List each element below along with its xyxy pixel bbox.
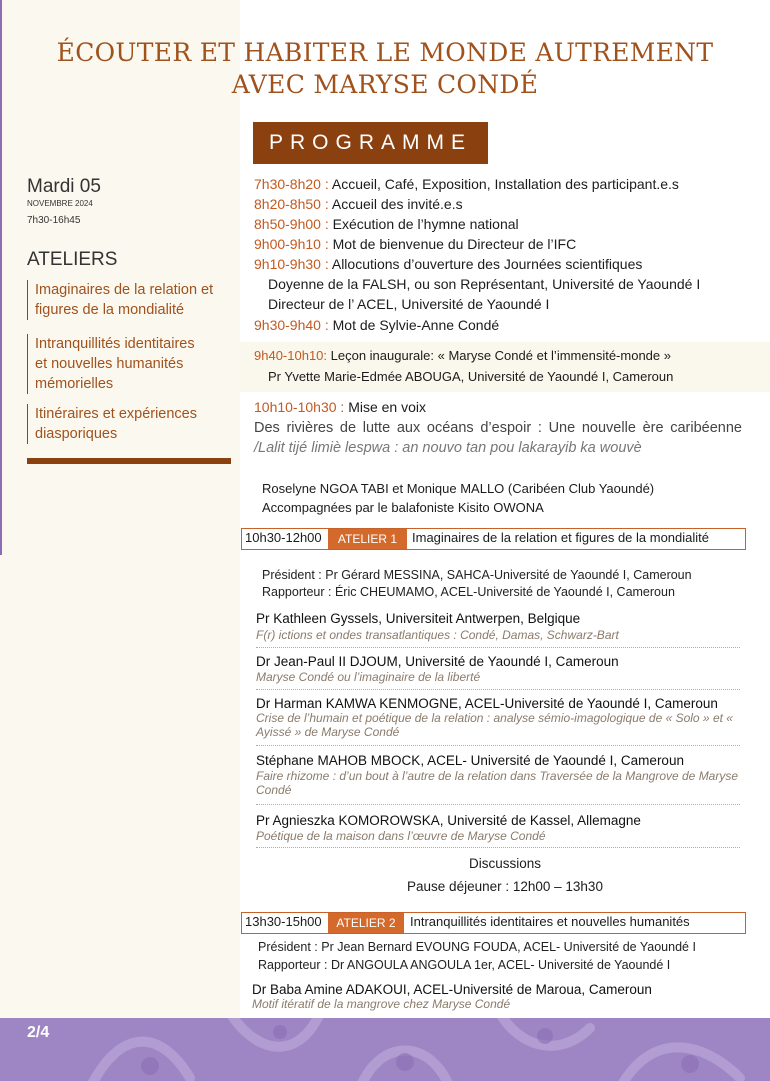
opening-line: Doyenne de la FALSH, ou son Représentant, Université de Yaoundé I: [268, 276, 701, 292]
talk-title: Maryse Condé ou l’imaginaire de la liberté: [256, 670, 481, 684]
event-month: NOVEMBRE 2024: [27, 199, 93, 208]
atelier-line: mémorielles: [35, 376, 114, 392]
talk-speaker: Pr Kathleen Gyssels, Universiteit Antwerpen, Belgique: [256, 611, 581, 626]
talk-speaker: Pr Agnieszka KOMOROWSKA, Université de Kassel, Allemagne: [256, 813, 641, 828]
schedule-row: 9h00-9h10 : Mot de bienvenue du Directeur de l’IFC: [254, 236, 577, 252]
dotted-separator: [256, 847, 740, 848]
schedule-row: 8h20-8h50 : Accueil des invité.e.s: [254, 196, 463, 212]
dotted-separator: [256, 804, 740, 805]
discussions-label: Discussions: [468, 856, 542, 871]
left-divider-bar: [27, 458, 231, 464]
atelier-line: figures de la mondialité: [35, 302, 185, 318]
schedule-row: 9h10-9h30 : Allocutions d’ouverture des Journées scientifiques: [254, 256, 643, 272]
dotted-separator: [256, 647, 740, 648]
lecture-row: 9h40-10h10: Leçon inaugurale: « Maryse Condé et l’immensité-monde »: [254, 348, 671, 363]
dotted-separator: [256, 689, 740, 690]
atelier-line: diasporiques: [35, 426, 118, 442]
atelier-time: 10h30-12h00: [245, 530, 322, 545]
footer-band: [0, 1018, 770, 1081]
event-hours: 7h30-16h45: [27, 215, 81, 226]
schedule-row: 7h30-8h20 : Accueil, Café, Exposition, Installation des participant.e.s: [254, 176, 679, 192]
atelier-rapporteur: Rapporteur : Dr ANGOULA ANGOULA 1er, ACEL- Université de Yaoundé I: [258, 958, 671, 972]
atelier-tag: ATELIER 1: [328, 529, 407, 549]
talk-title: Crise de l’humain et poétique de la relation : analyse sémio-imagologique de « Solo » et « Ayissé » de Maryse Condé: [256, 711, 733, 739]
atelier-tag: ATELIER 2: [328, 913, 404, 933]
talk-speaker: Dr Jean-Paul II DJOUM, Université de Yaoundé I, Cameroun: [256, 654, 619, 669]
reading-performers: Roselyne NGOA TABI et Monique MALLO (Caribéen Club Yaoundé): [262, 481, 655, 496]
atelier-name: Intranquillités identitaires et nouvelles humanités: [410, 914, 690, 929]
atelier-president: Président : Pr Jean Bernard EVOUNG FOUDA, ACEL- Université de Yaoundé I: [258, 940, 696, 954]
event-day: Mardi 05: [27, 176, 101, 197]
page-title-line-2: AVEC MARYSE CONDÉ: [231, 70, 539, 99]
reading-row: 10h10-10h30 : Mise en voix: [254, 399, 427, 415]
atelier-line: et nouvelles humanités: [35, 356, 184, 372]
atelier-1-header: [241, 528, 746, 550]
talk-title: F(r) ictions et ondes transatlantiques : Condé, Damas, Schwarz-Bart: [256, 628, 619, 642]
atelier-line: Itinéraires et expériences: [35, 406, 197, 422]
schedule-row: 9h30-9h40 : Mot de Sylvie-Anne Condé: [254, 317, 500, 333]
talk-speaker: Stéphane MAHOB MBOCK, ACEL- Université de Yaoundé I, Cameroun: [256, 753, 684, 768]
lecture-speaker: Pr Yvette Marie-Edmée ABOUGA, Université de Yaoundé I, Cameroun: [268, 369, 674, 384]
programme-banner: PROGRAMME: [253, 122, 488, 164]
page-number: 2/4: [27, 1024, 50, 1041]
lunch-break: Pause déjeuner : 12h00 – 13h30: [407, 879, 603, 894]
atelier-list-item: [27, 280, 245, 320]
talk-title: Poétique de la maison dans l’œuvre de Maryse Condé: [256, 829, 546, 843]
reading-accompaniment: Accompagnées par le balafoniste Kisito OWONA: [262, 500, 544, 515]
atelier-line: Imaginaires de la relation et: [35, 282, 214, 298]
dotted-separator: [256, 745, 740, 746]
opening-line: Directeur de l’ ACEL, Université de Yaoundé I: [268, 296, 550, 312]
atelier-list-item: [27, 404, 245, 444]
page-title-line-1: ÉCOUTER ET HABITER LE MONDE AUTREMENT: [56, 38, 714, 67]
left-column-background: [0, 0, 240, 1018]
talk-speaker: Dr Baba Amine ADAKOUI, ACEL-Université de Maroua, Cameroun: [252, 982, 652, 997]
schedule-row: 8h50-9h00 : Exécution de l’hymne national: [254, 216, 519, 232]
atelier-2-header: [241, 912, 746, 934]
atelier-name: Imaginaires de la relation et figures de la mondialité: [412, 530, 710, 545]
talk-speaker: Dr Harman KAMWA KENMOGNE, ACEL-Université de Yaoundé I, Cameroun: [256, 696, 718, 711]
atelier-line: Intranquillités identitaires: [35, 336, 195, 352]
atelier-time: 13h30-15h00: [245, 914, 322, 929]
reading-title: Des rivières de lutte aux océans d’espoir : Une nouvelle ère caribéenne /Lalit tijé limiè lespwa : an nouvo tan pou lakarayib ka wouvè: [254, 420, 742, 456]
ateliers-heading: ATELIERS: [27, 249, 118, 270]
footer-pattern: [0, 1018, 770, 1081]
atelier-president: Président : Pr Gérard MESSINA, SAHCA-Université de Yaoundé I, Cameroun: [262, 568, 692, 582]
talk-title: Motif itératif de la mangrove chez Maryse Condé: [252, 997, 511, 1011]
talk-title: Faire rhizome : d’un bout à l’autre de la relation dans Traversée de la Mangrove de Maryse Condé: [256, 769, 739, 797]
atelier-list-item: [27, 334, 245, 394]
atelier-rapporteur: Rapporteur : Éric CHEUMAMO, ACEL-Université de Yaoundé I, Cameroun: [262, 585, 675, 599]
